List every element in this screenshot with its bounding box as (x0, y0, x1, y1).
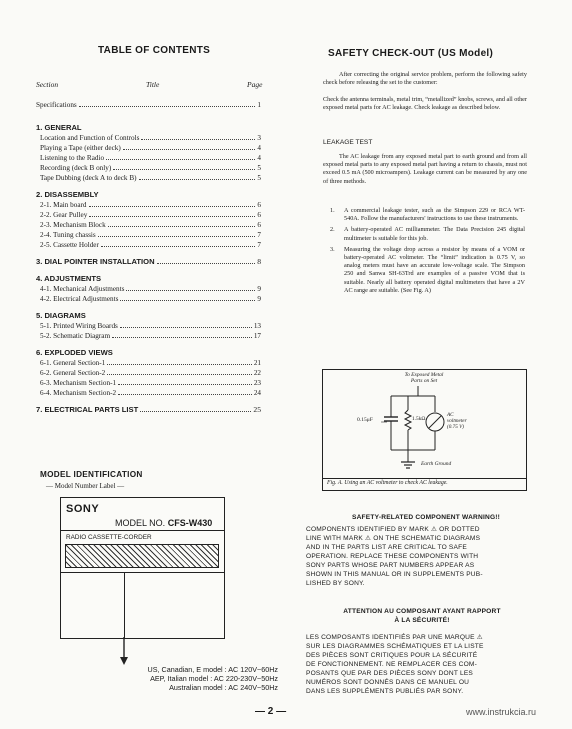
toc-item (36, 163, 261, 173)
toc-item-page: 4 (257, 144, 261, 152)
toc-section (36, 256, 261, 267)
fig-a-box (322, 369, 527, 491)
toc-section (36, 404, 261, 415)
toc-spec-label: Specifications (36, 101, 77, 109)
toc-section-heading-label: 1. GENERAL (36, 123, 82, 132)
toc-item-label: Tape Dubbing (deck A to deck B) (40, 174, 137, 182)
label-divider-2 (61, 572, 224, 573)
fig-meter-2: voltmeter (447, 417, 467, 424)
leakage-methods (330, 207, 525, 298)
warning-en-line-3: AND IN THE PARTS LIST ARE CRITICAL TO SAFE (306, 544, 467, 551)
fig-resistor-label: 1.5kΩ (412, 416, 426, 422)
toc-item-page: 23 (253, 379, 261, 387)
toc-col-section: Section (36, 80, 59, 89)
toc-col-title: Title (146, 80, 160, 89)
toc-section (36, 273, 261, 304)
model-prefix: MODEL NO. (115, 518, 166, 528)
toc-item-page: 7 (257, 241, 261, 249)
toc-section (36, 189, 261, 250)
toc-item (36, 331, 261, 341)
label-leader-line (124, 572, 125, 638)
fig-caption-divider (323, 478, 526, 479)
toc-item-page: 4 (257, 154, 261, 162)
toc-item-page: 5 (257, 174, 261, 182)
warning-fr-title-2: À LA SÉCURITÉ! (394, 617, 450, 624)
model-legend (60, 666, 278, 692)
toc-section-heading-label: 6. EXPLODED VIEWS (36, 348, 113, 357)
method-1-text: A commercial leakage tester, such as the Simpson 229 or RCA WT-540A. Follow the manufacturers' instructions to use these instruments. (344, 207, 525, 223)
fig-top-label-1: To Exposed Metal (404, 372, 444, 378)
toc-list (36, 122, 261, 421)
toc-section-heading-label: 7. ELECTRICAL PARTS LIST (36, 405, 139, 414)
legend-au: Australian model : AC 240V~50Hz (169, 682, 278, 692)
toc-section-heading-label: 2. DISASSEMBLY (36, 190, 99, 199)
leakage-paragraph: The AC leakage from any exposed metal part to earth ground and from all exposed metal parts to any exposed metal part having a return to chassis, must not exceed 0.5 mA (500 microampers). Leakage current can be measured by any one of three methods. (323, 153, 527, 185)
toc-item (36, 284, 261, 294)
toc-item-label: 6-4. Mechanism Section-2 (40, 389, 117, 397)
fig-caption: Fig. A. Using an AC voltmeter to check AC leakage. (327, 480, 448, 486)
method-2-num: 2. (330, 226, 335, 234)
toc-spec-page: 1 (257, 101, 261, 109)
legend-us: US, Canadian, E model : AC 120V~60Hz (147, 665, 278, 674)
warning-fr-line-6: NUMÉROS SONT DONNÉS DANS CE MANUEL OU (306, 679, 470, 686)
toc-item-page: 22 (253, 369, 261, 377)
toc-item-label: Location and Function of Controls (40, 134, 140, 142)
toc-item-label: 2-1. Main board (40, 201, 87, 209)
watermark: www.instrukcia.ru (466, 707, 537, 717)
toc-item-page: 5 (257, 164, 261, 172)
toc-item (36, 200, 261, 210)
fig-meter-label (447, 413, 467, 430)
toc-item-label: 4-1. Mechanical Adjustments (40, 285, 125, 293)
toc-section-page: 8 (257, 257, 261, 266)
warning-fr-line-4: DE FONCTIONNEMENT. NE REMPLACER CES COM- (306, 661, 478, 668)
label-divider (61, 530, 224, 531)
toc-item-page: 6 (257, 221, 261, 229)
model-id-title: MODEL IDENTIFICATION (40, 470, 143, 479)
toc-section-heading (36, 189, 261, 200)
warning-fr-line-7: DANS LES SUPPLÉMENTS PUBLIÉS PAR SONY. (306, 688, 464, 695)
toc-item-label: 5-1. Printed Wiring Boards (40, 322, 118, 330)
toc-item (36, 143, 261, 153)
toc-item (36, 173, 261, 183)
warning-fr-line-1: LES COMPOSANTS IDENTIFIÉS PAR UNE MARQUE ⚠ (306, 634, 483, 641)
toc-section-heading-label: 4. ADJUSTMENTS (36, 274, 102, 283)
warning-fr-line-2: SUR LES DIAGRAMMES SCHÉMATIQUES ET LA LISTE (306, 643, 484, 650)
toc-section-heading (36, 273, 261, 284)
warning-en-line-6: SHOWN IN THIS MANUAL OR IN SUPPLEMENTS PUB- (306, 571, 483, 578)
toc-item (36, 133, 261, 143)
toc-section (36, 347, 261, 398)
method-3 (330, 246, 525, 295)
toc-section (36, 122, 261, 183)
warning-fr-line-3: DES PIÈCES SONT CRITIQUES POUR LA SÉCURITÉ (306, 652, 478, 659)
toc-section-page: 25 (253, 405, 261, 414)
toc-item-label: Recording (deck B only) (40, 164, 112, 172)
toc-item-label: 2-5. Cassette Holder (40, 241, 99, 249)
method-3-text: Measuring the voltage drop across a resistor by means of a VOM or battery-operated AC voltmeter. The “limit” indication is 0.75 V, so analog meters must have an accurate low-voltage scale. The Simpson 250 and Sanwa SH-63Trd are examples of a passive VOM that is suitable. Nearly all battery operated digital multimeters that have a 2V AC range are suitable. (See Fig. A) (344, 245, 525, 294)
toc-item (36, 240, 261, 250)
fig-capacitor-label: 0.15μF (357, 417, 373, 423)
safety-intro-2: Check the antenna terminals, metal trim, “metallized” knobs, screws, and all other exposed metal parts for AC leakage. Check leakage as described below. (323, 96, 527, 112)
toc-item-label: Playing a Tape (either deck) (40, 144, 121, 152)
toc-item (36, 368, 261, 378)
toc-item (36, 153, 261, 163)
hatched-area (65, 544, 219, 568)
warning-en-line-4: OPERATION. REPLACE THESE COMPONENTS WITH (306, 553, 479, 560)
fig-top-label (399, 372, 449, 385)
toc-item-page: 7 (257, 231, 261, 239)
toc-item-label: 2-3. Mechanism Block (40, 221, 106, 229)
toc-item-label: 6-1. General Section-1 (40, 359, 106, 367)
model-number (115, 518, 212, 528)
toc-item-page: 6 (257, 211, 261, 219)
toc-item-page: 24 (253, 389, 261, 397)
warning-fr-title (306, 607, 538, 625)
warning-en-line-5: SONY PARTS WHOSE PART NUMBERS APPEAR AS (306, 562, 475, 569)
method-1 (330, 207, 525, 223)
fig-meter-1: AC (447, 412, 454, 418)
toc-section-heading-label: 3. DIAL POINTER INSTALLATION (36, 257, 155, 266)
toc-item (36, 220, 261, 230)
toc-section-heading-label: 5. DIAGRAMS (36, 311, 86, 320)
warning-en-line-2: LINE WITH MARK ⚠ ON THE SCHEMATIC DIAGRAMS (306, 535, 481, 542)
warning-en-body (306, 525, 538, 588)
model-id-subtitle: — Model Number Label — (46, 482, 125, 490)
toc-item-page: 13 (253, 322, 261, 330)
toc-item (36, 358, 261, 368)
toc-item-page: 3 (257, 134, 261, 142)
label-arrow (117, 637, 131, 667)
toc-item-label: Listening to the Radio (40, 154, 105, 162)
method-2 (330, 226, 525, 242)
safety-intro-1: After correcting the original service problem, perform the following safety check before releasing the set to the customer: (323, 71, 527, 87)
fig-top-label-2: Parts on Set (410, 378, 438, 385)
toc-item (36, 321, 261, 331)
toc-col-page: Page (247, 80, 263, 89)
warning-fr-line-5: POSANTS QUE PAR DES PIÈCES SONY DONT LES (306, 670, 474, 677)
toc-item (36, 294, 261, 304)
toc-item-label: 5-2. Schematic Diagram (40, 332, 111, 340)
toc-section-heading (36, 404, 261, 415)
model-label (60, 497, 225, 639)
toc-title: TABLE OF CONTENTS (98, 45, 211, 56)
legend-aep: AEP, Italian model : AC 220-230V~50Hz (150, 673, 278, 683)
toc-item (36, 230, 261, 240)
warning-fr-body (306, 633, 538, 696)
toc-item-page: 9 (257, 285, 261, 293)
toc-item-page: 6 (257, 201, 261, 209)
method-2-text: A battery-operated AC milliammeter. The Data Precision 245 digital multimeter is suitable for this job. (344, 226, 525, 242)
product-name: RADIO CASSETTE-CORDER (66, 534, 152, 541)
safety-title: SAFETY CHECK-OUT (US Model) (328, 48, 494, 59)
toc-item-label: 2-2. Gear Pulley (40, 211, 88, 219)
model-no: CFS-W430 (167, 518, 213, 528)
toc-item-page: 9 (257, 295, 261, 303)
toc-section-heading (36, 310, 261, 321)
warning-en-line-7: LISHED BY SONY. (306, 580, 365, 587)
toc-item-label: 2-4. Tuning chassis (40, 231, 96, 239)
leakage-test-title: LEAKAGE TEST (323, 139, 373, 146)
sony-logo: SONY (66, 503, 100, 515)
warning-en-title: SAFETY-RELATED COMPONENT WARNING!! (352, 514, 501, 521)
method-1-num: 1. (330, 207, 335, 214)
toc-section-heading (36, 256, 261, 267)
toc-item-label: 6-3. Mechanism Section-1 (40, 379, 117, 387)
warning-fr-title-1: ATTENTION AU COMPOSANT AYANT RAPPORT (343, 608, 501, 615)
fig-meter-3: (0.75 V) (447, 423, 464, 430)
toc-item (36, 388, 261, 398)
fig-ground-label: Earth Ground (421, 461, 452, 467)
page-number: — 2 — (255, 706, 287, 717)
toc-specifications (36, 100, 261, 110)
toc-item-page: 21 (253, 359, 261, 367)
warning-en-line-1: COMPONENTS IDENTIFIED BY MARK ⚠ OR DOTTED (306, 526, 480, 533)
toc-item-page: 17 (253, 332, 261, 340)
toc-section-heading (36, 347, 261, 358)
toc-item (36, 378, 261, 388)
toc-item-label: 6-2. General Section-2 (40, 369, 106, 377)
method-3-num: 3. (330, 245, 335, 253)
toc-item-label: 4-2. Electrical Adjustments (40, 295, 119, 303)
toc-item (36, 210, 261, 220)
toc-section (36, 310, 261, 341)
toc-section-heading (36, 122, 261, 133)
